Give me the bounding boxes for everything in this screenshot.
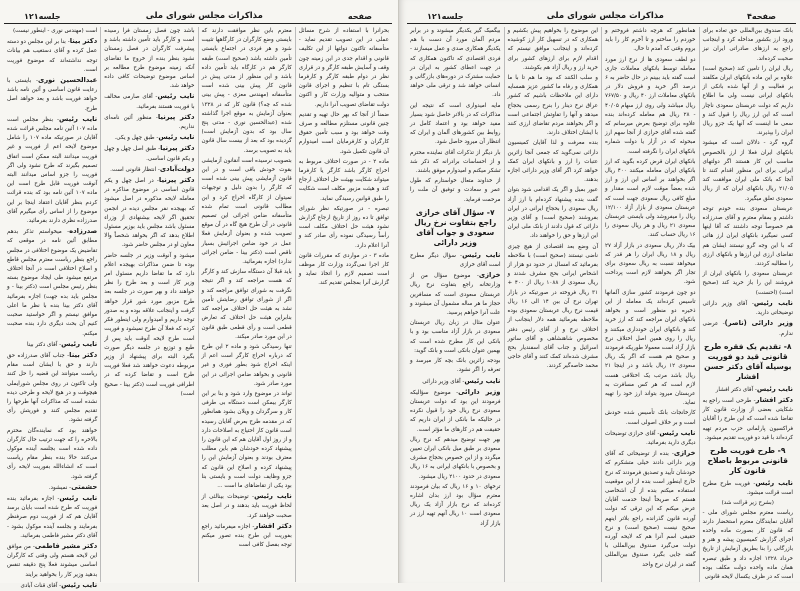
body-paragraph: ماده ۳ - در مواردی که مقررات قانون کار اجرا نمی‌گردد وزارت کار موظف است تصمیم لازم را اتخاذ نماید و گزارش آنرا بمجلس تقدیم کند. xyxy=(298,252,389,287)
speaker-paragraph xyxy=(104,113,194,132)
speaker-paragraph xyxy=(703,479,794,498)
speaker-paragraph xyxy=(104,165,194,175)
body-paragraph: بهر جهت توضیح میدهم که نرخ ریال سعودی بر طبق میل بانکی ایران تعیین میگردد و از این خصوص بحجاج مشرف و بخصوص با بانکهای ایرانی به ۱۶ ریال سعودی در حدود ۲۱۰۰ ریال میشود. xyxy=(410,436,501,480)
speaker-paragraph xyxy=(703,396,794,443)
body-paragraph: ترخهای ۱۰ و ۱۶ ریال که بیان فرمودند معترم سؤال بود ارز بدان اشاره کرده‌اند که نرخ بازار آزاد یک ریال سعودی است ۱۰ ریال آنهم تهیه ارز در بازار آزاد xyxy=(410,483,501,527)
section-heading: ۹- طرح فوریت طرح قانونی مربوط باصلاح قانون کار xyxy=(707,445,788,475)
speaker-name: نایب رئیس xyxy=(464,376,501,385)
speaker-name: دکتر پیرنیا xyxy=(157,112,195,121)
publication-title: مذاکرات مجلس شورای ملی xyxy=(145,11,263,21)
speaker-paragraph xyxy=(202,522,292,551)
speaker-name: نایب رئیس xyxy=(59,493,98,502)
page-label: صفحه۴ xyxy=(747,12,776,21)
speaker-paragraph xyxy=(104,144,194,163)
speech-text: - اجازه بفرمائید بنده فوریت که طرح شده است بایان برسد آقایان هم که از فوریت دوم صرفنظر بفرمایند و بجلسه آینده موکول بشود - آقای دکتر مشیر فاطمی بفرمائید. xyxy=(7,495,98,539)
speaker-name: دکتر بینا xyxy=(69,350,98,359)
speaker-name: نایب رئیس xyxy=(254,492,292,501)
column xyxy=(699,27,797,582)
body-paragraph: باشد چون فصل زمستان فرا رسیده است و کارگر باید تأمین داشته باشد و پیشرفت کارگران در فصل زمستان نشود بنظر بنده از خروج ما تقاضای آنکه زمینه موضوع طرح مطالعه بر اساس موضوع توضیحات کافی داده خواهد شد. xyxy=(104,28,195,90)
speaker-name: وزیر دارائی (ناصر) xyxy=(724,319,793,328)
speech-text: - عرضی ندارم. xyxy=(702,321,793,337)
body-paragraph: بودجه زائرین بانک بچه کار میرسد و تعرفه را اگر نشود. xyxy=(410,358,501,374)
body-paragraph: مایه امیدواری است که نتیجه این مذاکرات که در بالاتر حاصل شود بسیار مفید خواهد بود و اعتماد کامل در روابط بین کشورهای آلمان و ایران که انتظار آن میرود حاصل شود. xyxy=(410,102,501,146)
speech-text: - فوریت طرح مطرح است قرائت میشود. xyxy=(702,480,793,497)
speech-text: - بایستی با رعایت قانون اساسی و آئین نامه باشد خواهد فوریت باشد و بعد خواهد اصل طرح. xyxy=(7,78,98,112)
speaker-paragraph xyxy=(410,388,501,435)
column xyxy=(100,27,197,582)
body-paragraph: عربستان سعودی بنده خودم توجه داشتم و بمقام معترم و آقای صدرزاده هم خصوصاً توجه داشتند که آقا اینها کسی نمیگیرد بانکهای ایران ارز هائی که با این وجه گرو نیستند ایشان هم تقاضای ارزی این ارزها و بانکهای ارزی را مطالبه کردند. xyxy=(702,205,793,268)
right-page-header xyxy=(407,0,796,24)
column xyxy=(198,27,295,582)
reading-note: (بشرح زیر قرائت شد) xyxy=(721,500,774,507)
speaker-paragraph xyxy=(410,251,501,270)
speaker-name: نایب رئیس xyxy=(61,339,98,348)
body-paragraph: خواهند بود که نماینده‌گان محترم بالاخره را که جهت ترتیب حال کارگران داده شده است بجلسه آینده موکول می‌کنند حالا بنده بنظر مقام ریاست است که انشاءالله بفوریت لایحه رأی گرفته شود. xyxy=(7,427,98,480)
speaker-name: نایب رئیس xyxy=(659,428,696,437)
body-paragraph: ریال ایران را تامین کند (صحیح است) علاوه بر این ماده بانکهای ایران مکلفند بر فعالیت و از آنها شده بانکی از بانکهای ایرانی نیست ولی ما اطلاع داریم که دولت عربستان سعودی ناچار است که این ارز ریال را قبول کند و سعی ما اینست که آنها یک جزو ریال ایران را بپذیرند. xyxy=(702,65,793,137)
speaker-name: نایب رئیس xyxy=(61,580,98,589)
speaker-name: دکتر پیرنیا xyxy=(158,176,195,185)
body-paragraph: دو لطف سعودی ها از نرخ ارز مورد معامله توسط بانکهای معاملات جاری است گفته باید ببینم در حال حاضر به ۶ درصد اگر خرید و فروش دلار در بانکهای معاملات ارز ۴۰ ریال و ۷۶۷/۵۰ ریال میباشد ولی روی ارز سهام ۴۰/۰۵ - ۲۸ ریال هم معامله کرده‌اند بنده علاوه برای توضیح بعرض میرسانم که گفته شده آقای خرازی از آنجا سهم ارز مبحوثه که در آزار یا دولت شماره بانکهای ایران را نگرفته است. xyxy=(605,56,696,155)
speaker-name: نایب رئیس xyxy=(755,478,793,487)
speaker-name: نایب رئیس xyxy=(462,250,501,259)
body-paragraph: ضمناً از آنجا که بهر حال تهیه و تقدیم چنین قانونی مستلزم مطالعه و صرف وقت خواهد بود و سبب تأمین حقوق کارگران و کارفرمایان است امیدوارم آن قانون تکمیل شود. xyxy=(298,111,389,155)
body-paragraph: میشود و آنوقت وزیر در جلسه حاضر بوده تا ضمن مذاکرات بهیجده اعلام دارد که ما تقاضا داریم مسئول امر وزیر کار است و بعد طرح را نظر خواهند داد و بهر صورت در جلسه بعد طرح مزبور مورد شور قرار خواهد گرفت و اینجانب علاقه بوده و به صدور توجه داریم و امیدوارم ولی اینطور فکر کرده که فعلا آن طرح نمیشود و فوریت است طرح لایحه آنوقت باید پس از طبع و توزیع در جلسه دیگر صورت بگیرد البته برای پیشنهاد از وزیر مربوطه دعوت خواهند شد فعلا فوریت طرح است و تقاضا کرده که در اطرافی فوریت است (دکتر بینا - صحیح است) xyxy=(104,252,195,397)
speaker-name: نایب رئیس xyxy=(59,114,98,123)
speaker-name: صدرزاده xyxy=(69,227,98,236)
speech-text: - بنظر مجلس است ماده ۱۰۷ آئین نامه مجلس قرائت شده آقایان در صورتیکه ماده ۱۰۷ را شامل موضوع لایحه اعم از فوریت و غیر فوریت میدانند البته ممکن است اتفاق تصمیم بگیرند که طرح نشود ولی اگر فوریت را جزو اساس میدانند البته آنوقت فوریت قابل طرح است این ماده ۱۰۷ آئین نامه بود که بنده قرائت کردم بنظر آقایان اعتقاد اینجا بر این موضوع را از اساس رأی میگیرم آقای صدرزاده نظری دارند بفرمائید. xyxy=(7,116,98,225)
speaker-paragraph xyxy=(410,271,501,318)
section-heading: ۸- تقدیم یک فقره طرح قانونی قید دو فوریت بوسیله آقای دکتر حسن افشار xyxy=(704,341,792,381)
speech-text: - آقای دکتر افشار xyxy=(715,386,757,393)
speaker-paragraph xyxy=(7,340,97,350)
body-paragraph: عربستان سعودی را بانکهای ایران از فروشند این را باز خرید کند (صحیح است) (احسنت) xyxy=(702,271,793,296)
body-paragraph: از خداوند متعال خواستارم که طول عمر و سعادت و توفیق آن ملت را مرحمت فرماید. xyxy=(410,178,501,203)
speaker-paragraph xyxy=(104,92,194,111)
body-paragraph: آن وضع بعد اقتصادی از هیچ چیزی ناضی نیستند (صحیح است) با ملاحظه بفرمائید که امسال در حدود دو هزار از اشخاص ایرانی بحج مشرف شدند و ریال سعودی از ۱۰۸۸ ریال از ۴۰۰ + ۳۱ ریال فروخته در صورتیکه در بازار تهران نرخ آن بین ۱۴ الی ۱۶ ریال قیمت نرخ ریال عربستان سعودی بوده ملاحظه بفرمائید همه دلار اینجانب از اختلاف نرخ و از آقای رئیس دفتر مخصوص شاهنشاهی و آقای ساتور اسرائیل و جناب آقای اسفندیار بحج مشرف شده‌اند کمک کنند و آقای حاجی محمد خاصه‌گیر کردند. xyxy=(507,243,599,370)
left-page xyxy=(0,0,398,589)
body-paragraph: بنده معرفت و لذا آقایان کمیسیون دارائی نمی‌گوید که جمعی آنجا زائرین عتبات را ارز و بانکهای ایران کمک خواهد کرد اگر آقای وزیر دارائی اجازه بدهند. xyxy=(507,140,598,184)
speech-text: - طبق اصل چهل و چهل و یکم قانون اساسی. xyxy=(104,146,195,162)
body-paragraph: بار دیگر از تذکرات آقای نماینده محترم و از احساسات برادرانه که ذکر شد تشکر میکنم و امیدوارم موفق باشند. xyxy=(410,149,501,175)
speech-text: - میخواستم تذکر بدهم مطابق آئین نامه در موقعی که تقاضیض یک موضوع اختلافی در مجلس راجع بنظر ریاست معترم مجلس قاطع و اصلاح اختلافی است در آنجا اختلاف مرتفع میشود طی ایجاد موضوع بسته بنظر رئیس مجلس است (دکتر بینا - و مجلس باید بده جهت) اجازه بفرمائید آقای دکتر بینا بنده با نظر ما اعلی موافق نیستم و اگر خواستید صحبت کنیم آن بحث دیگری دارد بنده صحبت میکنم. xyxy=(7,229,98,337)
speaker-name: دکتر افشار xyxy=(254,521,292,530)
body-paragraph: بیک دلار ریال سعودی در بازار آزاد ۲۷ ریال و ۱۸ ریال ایران را هر قدر که میخواهد نسبت به ریال سعودی برای تجار اگر بخواهند لازم است پرداخت شود. xyxy=(605,242,696,286)
speaker-name: دکتر مشیر فاطمی xyxy=(34,541,98,550)
body-paragraph: ماده ۲ - در صورت اختلاف مربوط به اخراج کارگر باشد کارگر یا کارفرما میتواند شکایت بهیئت حل اختلاف ارجاع کند و هیئت مزبور مکلف است شکایت را طبق قوانین رسیدگی نماید. xyxy=(298,158,389,202)
body-paragraph: گروه گرد - دلالان است که میشود بانکهای ایران فعلا از ارز بالخصوص مناسب این کار هستند اگر دولتهای ایرانی برای این منظور اقدام کنند تا آنجا که بانک ملی ایران موافقت کند ۲۱/۰۵ ریال بانکهای ایران که از ریال سعودی تعلق میگیرد. xyxy=(702,140,793,202)
speech-text: - جناب آقای صدرزاده حق دارند و حق با ایشان است مقام ریاست میتوانند این قضیه را حل کنند ولی تاکنون در روی مجلس شورایملی هیچوقت و در هیچ لایحه و طرحی دیده نشده است که مذاکرات آنها طرحها را تقدیم مجلس کنند و فوریتش رأی گرفته نشود. xyxy=(7,352,98,424)
body-paragraph: معترم باین نظر موافقت دارند که بایستی وضع کارگران در کارگاهها تثبیت شود و هر فردی در اجتماع بایستی تأمین داشته باشد (صحیح است) طبقه کارگر هم در کارگاه باید تأمین داده باشد و این منظور از مدتی پیش در قانون کار پیش بینی شده است متأسفانه (مهندس معزی - پیش بینی شده که چه؟) قانون کار که در ۱۳۲۸ بعنوان آزمایش به موقع اجرا گذاشته شده (عبدالحسین نوری - مدتی پنج سال بود که بدون آزمایش است) گردیده بود که بعد از بیست سال قانون باید به تصویب برسد. xyxy=(201,28,292,154)
column xyxy=(601,27,699,582)
column xyxy=(407,27,504,582)
body-paragraph: تبصره - در صورتیکه نظر شورای توافق تا ده روز از تاریخ ارجاع گزارش نشود هیئت حل اختلاف مکلف است رأساً رسیدگی نموده رأی صادر کند و آنرا اعلام دارد. xyxy=(298,205,389,249)
speaker-name: نایب رئیس xyxy=(753,298,793,307)
speaker-paragraph xyxy=(7,115,97,226)
speaker-name: حشمتی xyxy=(71,482,98,491)
speaker-paragraph xyxy=(7,37,97,75)
speech-text: - بنا بر این مجلس دو دسته عمل کرده و آقای دستغیب هم بیانات توجه نداشته‌اند که موضوع فوریت است. xyxy=(7,39,98,73)
session-number: جلسه۱۲۱ xyxy=(24,12,61,21)
body-paragraph: دو چون فرمودند کشور سازی آلمانها تاسیس کرده‌اند یک معامله از این ذخیره دو منظور است و بخواهد بانکهای ایران مراجعه کند که ارز خرید کند و بانکهای ایران خودداری میکنند و ریال را روی همین اصل اختلاف نرخ بازار آزاد است معمولا طوریکه فرمودند و صحیح هم هست که اگر یک ریال سعودی ۱۲ ریال باشد و در اینجا ۲۱ ریال باشد مرتب یک اختلافی هست لازم است که هر کس مسافرت به عربستان میرود بتواند ارز خود را تهیه نماید. xyxy=(605,289,696,407)
speaker-name: دکتر افشار xyxy=(755,395,793,404)
speech-text: - نمیشود. xyxy=(48,484,72,491)
speaker-name: نایب رئیس xyxy=(157,92,195,101)
body-paragraph: بیگمیک گیر یکدیگر میشوند و در برابر مردم آلمان مورد آن دست با هم یکدیگر همکاری صدی و عمل میسازند - فردی اقتصادی که تاکنون همکاری که در جهت اعطای کشور به ایران در حمایت مشترک در دوره‌های بازرگانی و انسانی خواهد شد و ترقی ملی خواهد داد. xyxy=(410,28,501,99)
left-page-header xyxy=(4,0,392,24)
page-label: صفحه xyxy=(347,12,372,21)
speech-text: - انتظار قانونی است. xyxy=(110,166,160,173)
speech-text: - آقای وزیر دارائی xyxy=(422,378,465,385)
speaker-name: خرازی xyxy=(478,271,501,280)
speaker-paragraph xyxy=(7,581,97,591)
speaker-paragraph xyxy=(605,449,696,570)
speech-text: - آقای خرازی توضیحات دیگری دارید بفرمائید. xyxy=(605,430,696,446)
speaker-paragraph xyxy=(410,377,501,387)
right-page-columns xyxy=(407,27,796,582)
column xyxy=(295,27,392,582)
right-page xyxy=(398,0,800,583)
body-paragraph: باید قبلا آن دستگاه سازش کند و کارگر که هست مراجعه کند و اگر نتیجه نگرفت به شورای توافق مراجعه کند و اگر از شورای توافق رضایتش تأمین نشد به هیئت حل اختلاف مراجعه کند بنابراین هیئت حل اختلاف که تعارض قطعی است و رأی قطعی طبق قانون در این مورد صادر میکند. xyxy=(201,269,292,340)
speech-text: - طرحی است راجع به شکایتی بعضی از وزارت قانون کار تقاضا شده است که این طرح را آقایان فراکسیون پارلمانی حزب مردم تهیه کرده‌اند با قید دو فوریت تقدیم میشود. xyxy=(702,397,793,441)
publication-title: مذاکرات مجلس شورای ملی xyxy=(546,11,664,21)
body-paragraph: بحرانرا با استفاده از شرح مسائل عملی در این تصویب تقدیم نماید - متأسفانه تاکنون دولتها از این تکلیف قانونی و اقدام جدی در این زمینه چون وقف و آسایش طبقه کارگر و در قراری نظر در دوام طبقه کارگر و کارفرما بستگی تام با تنظیم و اجرای قانون منتخب و متوالیه وزارت کار و اکنون دولت تقاضای تصویب آنرا داریم. xyxy=(298,28,389,108)
speech-text: - آقای قنات آبادی xyxy=(20,582,62,589)
speaker-paragraph xyxy=(703,319,794,338)
body-paragraph: بانک صندوق بین‌المللی حق تعاده برای ورود ارز بکشور مداخله کرد و اینجانب راجع به ارزهای صادراتی ایران نیز صحبت کرده‌اند. xyxy=(702,28,793,62)
speech-text: - توضیحات بینالئی از لحاظ فوریت باید بدهند و در اصل بعد صحبت خواهند کرد. xyxy=(201,494,292,519)
body-paragraph: عبور بمیل و اگر یک اقدامی شود بتوان گفت بنده پیشنهاد کرده‌ام با ارز آزاد ریال سعودی را بحجاج ایرانی در ایران بفروشند (صحیح است) و آقای وزیر دارائی که قول دادند از بانک ملی ایران این ارزها و حق را خواهند داد. xyxy=(507,187,598,240)
body-paragraph: این موضوع را بخواهیم پیش بکشیم و همکاری که در تسهیل کار ارز کوشیده کرده‌اند و اینجانب موافق نیستم که اقدام لازم برای ارزهای کشور برای خرید ارز و ریال آزاد هم بکوشند. xyxy=(507,28,598,71)
speaker-paragraph xyxy=(7,351,97,426)
speech-text: - در اصل چهل و یکم قانون اساسی در موضوع مذاکره در معامله لایحه مذکوره در اصل میشود که بهیجده نفر مجلس دیده در انجمن تحقیق اگر لایحه بیشنهادی از وزراء مسئول باشد مجلس باید بوزیر مسئول اطلاع بدهد که اگر بخواهد شخصاً والا معاون او در مجلس حاضر شود. xyxy=(104,178,195,249)
body-paragraph: تنها رسیدگی شود و ماده ۲ این طرح که درباره اخراج کارگر است اعم از اینکه اخراج شود بطور فوری و غیر قانونی و بخواهد ضامن اجرائی در این مورد صادر شود. xyxy=(201,343,292,387)
section-heading: ۷- سؤال آقای خرازی راجع بتفاوت نرخ ریال سعودی و جواب آقای وزیر دارائی xyxy=(414,207,497,247)
column xyxy=(4,27,100,589)
speech-text: - آقای وزیر دارائی توضیحاتی دارید. xyxy=(702,300,793,317)
speaker-name: دکتر پیرنیا xyxy=(160,144,195,153)
speech-text: - اجازه میفرمائید راجع بفوریت این طرح بنده تصور میکنم توجه بفصل کافی است xyxy=(201,523,292,549)
speaker-paragraph xyxy=(7,542,97,580)
speaker-paragraph xyxy=(703,385,794,395)
speaker-paragraph xyxy=(104,176,194,251)
speaker-name: خرازی xyxy=(673,449,696,458)
speaker-name: نایب رئیس xyxy=(158,133,195,142)
body-paragraph: است (مهندس نوری - اینطور نیست) xyxy=(12,28,98,34)
speech-text: - منظور آئین نامه‌ای نداریم. xyxy=(104,114,195,131)
speech-text: - آقای دکتر بینا xyxy=(26,341,62,348)
session-number: جلسه۱۲۱ xyxy=(427,12,464,21)
left-page-columns xyxy=(4,27,392,589)
speech-text: - سؤال دیگر مطرح است آقای خرازی xyxy=(410,252,501,269)
body-paragraph: بتصویب نرسیده است آنقانون آزمایشی بقوت خودش باقی است و در این قانون آزمایشی پیش بینی شده است که کارگر را بدون دلیل و توجیهات نمیتوان از کارگاه اخراج کرد و این مطالب قانونی است تمام شده متأسفانه ضامن اجرائی این تصمیم قانونی در آن طرح هیچ گاه در آن موقع تصویب شده و بعنوان آزمایش فعلا عمل در خود ضامن اجرائیش بسیار ناقص است (دکتر بینا - ضامن اجرائی ندارد) اجازه بفرمائید. xyxy=(201,157,292,266)
speech-text: - بنده از توضیحاتی که آقای وزیر دارائی دادند خیلی متشکرم که خودشان تأیید و تصدیق فرمودند که نرخ خارج اینطور است بنده از این موقعیت استفاده میکنم بنده از آن اشخاصی هستم که صریحاً اینجا خدمت آقایان عرض میکنم که این ترقی که دولت آورده قانون گذرانده راجع بلاتر اینهم صحیح نیست (صحیح است) و نرخ حقیقی اسم آنرا هم که لایحه آورده دولت می‌گیرد صندوق بین‌المللی با گفته جایی بگیرد صندوق بین‌المللی گفته در ایران نرخ واحد xyxy=(605,451,696,568)
body-paragraph: عنوان مثال در زبان ریال عربستان سعودی در بازار آزاد مناسب بود و با بانکی این کار مطرح شده است که بهمین عنوان بانکی است و بانک گوید: xyxy=(410,320,501,354)
speaker-name: وزیر دارائی xyxy=(458,387,501,396)
speaker-name: عبدالحسین نوری xyxy=(37,76,98,85)
speaker-name: دکتر بینا xyxy=(69,37,98,46)
speaker-name: دولت‌آبادی xyxy=(159,164,195,173)
body-paragraph: کارخانجات بانک تأسیس شده خودش است و بر خلاف اصولی است. xyxy=(605,410,696,426)
speaker-paragraph xyxy=(7,227,97,338)
speaker-paragraph xyxy=(104,133,194,143)
speaker-paragraph xyxy=(7,483,97,493)
speech-text: - من موافق این لایحه هستم ولی وقتی که کارگران اساسی میشوند فعلا پنج دقیقه تنفس بدهید وزیر کار را بخواهید برایند xyxy=(7,543,98,578)
speaker-paragraph xyxy=(7,76,97,114)
speech-text: - طبق چهل و یکی. xyxy=(114,135,159,142)
speaker-paragraph xyxy=(202,492,292,521)
body-paragraph: ریاست معترم مجلس شورای ملی - آقایان نمایندگان معترم استحضار دارند که قانون کار بصورت ماده واحده اجرای گزارش کمیسیون پیشه و هنر و بازرگانی را بنا بطریق آزمایش از تاریخ خرداد ۱۳۲۸ اجازه داد و طبق تبصره همان ماده واحده دولت مکلف بوده است که در ظرف یکسال لایحه قانونی xyxy=(702,509,793,580)
speaker-name: نایب رئیس xyxy=(756,384,793,393)
body-paragraph: و سلب الکنند که بود ما هم تا با ما همکاری و رفاه ما کشور عزیز همسایه دارای این ملاحظات باشیم که کشور عراق نرخ دینار را بنرخ رسمی بحجاج میدهد و آنها را تفاوتش اجتماعی است و اگر بخواهند مردم تقاضای ارزی کنند با ایشان اختلاف دارند. xyxy=(507,75,598,137)
speech-text: - موضوع سؤال من از وزارتخانه راجع بتفاوت نرخ ریال عربستان سعودی است که مسافرین حجاز ما هر ساله مشمول آن میشوند و علت آنرا خواهم پرسید. xyxy=(410,273,501,317)
speaker-paragraph xyxy=(605,429,696,448)
speaker-paragraph xyxy=(7,494,97,541)
body-paragraph: همانطور که هرچه داشتم فروختم و خوردم را ساختم و تا آخرم کار را باید بروم وقتی که آمدم تا حال. xyxy=(605,28,696,53)
speech-text: - موضوع سؤالیکه فرمودند این بود که دولت عربستان سعودی نرخ ریال خود را قبول نکرده در حالیکه ما بانکی از ایران داریم که حقیقت هم در کارهای ما مؤثر است. xyxy=(410,389,501,433)
body-paragraph: تواند در موضوع وارد شود و بنا بر این کارگر بیمکن است دستگاه بی طرفی کار و سرگردان و ویلان بشود همانطور که در مقدمه طرح بعرض آقایان رسیده است قانون کار احتیاج به اصلاحات دارد و از روز اول آقایان هم که این قانون را پیشنهاد کرده خودشان هم باین مطلب معترف بودند و بعنوان آزمایش این را پیشنهاد کرده و اصلاح این قانون که جزو وظایف دولت است و بایستی بنا بود یکی از تقاضاهای ما است ... xyxy=(201,390,292,489)
body-paragraph: بانکهای ایران قرض کرده بگوید که ارز بانکهای ایران معامله میکنند ۴۰۰ ریال اگر بخواهند بر اساس این ارز و ارز شده بعضاً موقت لازم است مقدار و مبلغ کافی ریال سعودی جهت است که عربستان سعودی از بازار آزاد ۱۲/۱۰۰ ریال را میفروشد ولی بایستی عربستان سعودی ۲۱ ریال و هر ریال سعودی را ۱۶ ریال حساب کنند. xyxy=(605,158,696,239)
speech-text: - آقای صارمی مخالف با فوریت هستند بفرمائید. xyxy=(104,94,195,110)
speaker-paragraph xyxy=(703,299,794,318)
column xyxy=(504,27,602,582)
